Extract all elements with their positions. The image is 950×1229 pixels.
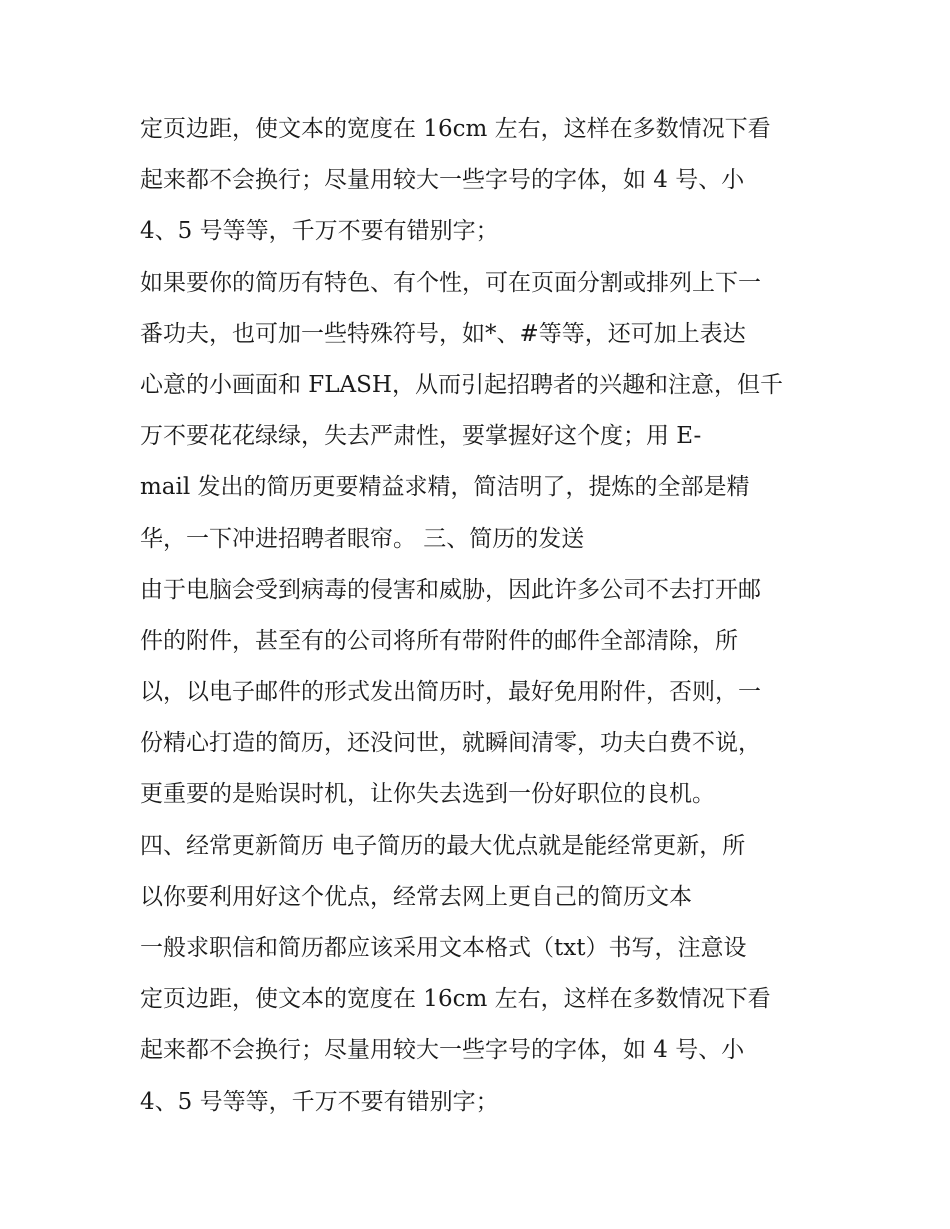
text-line: 如果要你的简历有特色、有个性，可在页面分割或排列上下一 xyxy=(140,269,761,296)
text-line: 以你要利用好这个优点，经常去网上更自己的简历文本 xyxy=(140,883,692,910)
text-line: 番功夫，也可加一些特殊符号，如*、#等等，还可加上表达 xyxy=(140,320,746,347)
text-line: 华，一下冲进招聘者眼帘。 三、简历的发送 xyxy=(140,525,585,552)
text-line: 起来都不会换行；尽量用较大一些字号的字体，如 4 号、小 xyxy=(140,167,745,194)
text-line: 4、5 号等等，千万不要有错别字； xyxy=(140,1088,499,1115)
text-line: 一般求职信和简历都应该采用文本格式（txt）书写，注意设 xyxy=(140,935,747,961)
text-line: 定页边距，使文本的宽度在 16cm 左右，这样在多数情况下看 xyxy=(140,986,771,1013)
text-line: 心意的小画面和 FLASH，从而引起招聘者的兴趣和注意，但千 xyxy=(140,371,783,398)
text-line: mail 发出的简历更要精益求精，简洁明了，提炼的全部是精 xyxy=(140,474,750,501)
text-line: 件的附件，甚至有的公司将所有带附件的邮件全部清除，所 xyxy=(140,627,738,654)
text-line: 份精心打造的简历，还没问世，就瞬间清零，功夫白费不说， xyxy=(140,730,761,757)
text-line: 由于电脑会受到病毒的侵害和威胁，因此许多公司不去打开邮 xyxy=(140,576,761,603)
document-body xyxy=(140,104,820,1128)
text-line: 万不要花花绿绿，失去严肃性，要掌握好这个度；用 E- xyxy=(140,423,702,450)
text-line: 四、经常更新简历 电子简历的最大优点就是能经常更新，所 xyxy=(140,832,746,859)
text-line: 定页边距，使文本的宽度在 16cm 左右，这样在多数情况下看 xyxy=(140,116,771,142)
text-line: 起来都不会换行；尽量用较大一些字号的字体，如 4 号、小 xyxy=(140,1037,745,1064)
text-line: 更重要的是贻误时机，让你失去选到一份好职位的良机。 xyxy=(140,781,715,808)
text-line: 以，以电子邮件的形式发出简历时，最好免用附件，否则，一 xyxy=(140,679,761,706)
text-line: 4、5 号等等，千万不要有错别字； xyxy=(140,218,499,245)
